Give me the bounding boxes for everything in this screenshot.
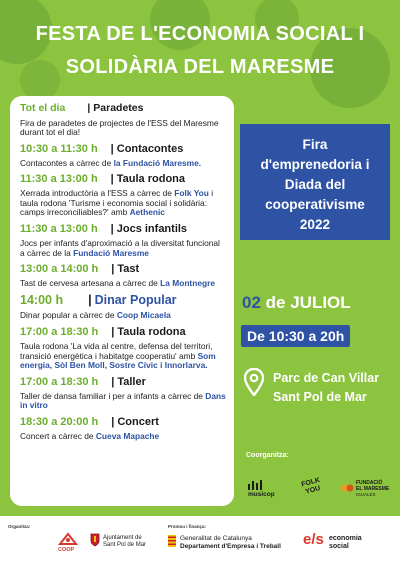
coop-text: COOP	[58, 547, 75, 553]
program-item-time: 11:30 a 13:00 h	[20, 173, 98, 186]
program-item-separator: |	[110, 173, 114, 186]
program-item-description	[20, 189, 226, 218]
program-item	[20, 222, 226, 258]
program-item-header	[20, 102, 226, 116]
event-box-line: 2022	[299, 217, 331, 232]
program-item-highlight: La Montnegre	[160, 278, 216, 289]
program-item-header	[20, 262, 226, 276]
fundacio-text-3: IGUALES	[356, 492, 376, 497]
date-month: de JULIOL	[260, 293, 351, 312]
generalitat-flag-icon	[168, 535, 176, 547]
generalitat-text-2: Departament d'Empresa i Treball	[180, 543, 281, 550]
event-box	[240, 124, 390, 240]
program-item-description	[20, 432, 226, 442]
event-box-line: Diada del	[284, 177, 346, 192]
program-item	[20, 375, 226, 411]
ajuntament-text-2: Sant Pol de Mar	[103, 542, 147, 548]
folk-you-text: FOLK YOU	[300, 476, 322, 496]
musicop-logo	[246, 478, 282, 502]
program-item-time: 10:30 a 11:30 h	[20, 142, 98, 155]
poster-title	[0, 18, 400, 84]
program-item-description	[20, 279, 226, 289]
program-item-header	[20, 415, 226, 429]
program-item-description	[20, 311, 226, 321]
location-pin-icon	[244, 368, 264, 396]
program-item-highlight: Som energia, Sòl Ben Moll, Sostre Cívic i Innorlarva.	[20, 350, 216, 371]
program-item-text: Dinar popular a càrrec de	[20, 310, 117, 321]
footer	[0, 516, 400, 566]
event-box-line: Fira	[302, 137, 328, 152]
title-line-2: SOLIDÀRIA DEL MARESME	[65, 56, 335, 78]
program-item-title: Contacontes	[116, 142, 184, 155]
es-text-2: social	[329, 543, 349, 550]
organitza-label: Organitza:	[8, 524, 31, 529]
program-item-title: Taula rodona	[116, 173, 185, 186]
program-item-header	[20, 142, 226, 156]
promou-label: Promou i finança:	[168, 524, 207, 529]
program-item-separator: |	[111, 375, 115, 388]
program-item-text: Xerrada introductòria a l'ESS a càrrec de	[20, 188, 175, 199]
program-item-time: 18:30 a 20:00 h	[20, 415, 99, 428]
generalitat-text-1: Generalitat de Catalunya	[180, 535, 252, 542]
place-line-2: Sant Pol de Mar	[273, 390, 367, 404]
program-item-highlight: Dans in vitro	[20, 390, 226, 411]
program-item-time: Tot el dia	[20, 102, 66, 114]
coop-icon	[58, 532, 78, 546]
es-text-1: economia	[329, 535, 362, 542]
program-item-description	[20, 159, 226, 169]
program-item-highlight: Coop Micaela	[116, 310, 171, 321]
program-item	[20, 325, 226, 371]
program-item-text: Fira de paradetes de projectes de l'ESS del Maresme durant tot el dia!	[20, 117, 219, 138]
program-item-title: Concert	[117, 415, 159, 428]
program-panel	[10, 96, 234, 506]
program-item-highlight: Cueva Mapache	[95, 430, 160, 441]
fundacio-text-1: FUNDACIÓ	[356, 480, 383, 486]
program-item-time: 17:00 a 18:30 h	[20, 375, 99, 388]
fundacio-icon	[340, 481, 354, 495]
program-item	[20, 293, 226, 321]
program-item-highlight: Aethenic	[129, 207, 165, 218]
program-item-separator: |	[110, 223, 114, 236]
program-item-description	[20, 392, 226, 411]
fundacio-text-2: EL MARESME	[356, 486, 390, 492]
program-item	[20, 142, 226, 169]
program-item-highlight: Folk You	[174, 188, 209, 199]
program-item-separator: |	[111, 415, 115, 428]
date-day: 02	[242, 293, 261, 312]
ajuntament-shield-icon	[90, 533, 100, 547]
program-item-text: Taller de dansa familiar i per a infants a càrrec de	[20, 390, 206, 401]
program-item-title: Dinar Popular	[94, 292, 177, 307]
program-item-separator: |	[111, 263, 115, 276]
es-mark: e/s	[303, 531, 324, 548]
program-item-separator: |	[110, 142, 114, 155]
program-item-header	[20, 172, 226, 186]
program-item-time: 17:00 a 18:30 h	[20, 325, 99, 338]
program-item-title: Paradetes	[93, 102, 144, 114]
event-box-line: d'emprenedoria i	[260, 157, 370, 172]
program-item-header	[20, 325, 226, 339]
coorganitza-label: Coorganitza:	[246, 452, 289, 459]
program-item-title: Jocs infantils	[116, 223, 188, 236]
event-hours: De 10:30 a 20h	[241, 325, 350, 347]
event-box-line: cooperativisme	[265, 197, 365, 212]
event-date	[242, 293, 351, 313]
program-item-text: Contacontes a càrrec de	[20, 157, 114, 168]
program-item-text: Tast de cervesa artesana a càrrec de	[20, 278, 161, 289]
program-item-text: Concert a càrrec de	[20, 430, 96, 441]
program-item	[20, 415, 226, 442]
program-item-header	[20, 293, 226, 309]
folk-you-logo	[300, 475, 324, 503]
program-item	[20, 262, 226, 289]
program-item-description	[20, 342, 226, 371]
program-item-title: Taller	[117, 375, 146, 388]
place-line-1: Parc de Can Villar	[273, 371, 380, 385]
program-item-time: 11:30 a 13:00 h	[20, 223, 98, 236]
program-item-separator: |	[87, 102, 91, 114]
program-item-time: 14:00 h	[20, 292, 64, 307]
program-item-header	[20, 222, 226, 236]
musicop-text: musicop	[248, 491, 275, 498]
title-line-1: FESTA DE L'ECONOMIA SOCIAL I	[35, 23, 365, 45]
program-item-highlight: Fundació Maresme	[73, 247, 149, 258]
program-item-description	[20, 119, 226, 138]
program-item-text: Taula rodona 'La vida al centre, defensa del territori, transició energètica i habitatge cooperatiu' amb	[20, 340, 213, 361]
program-item-separator: |	[111, 325, 115, 338]
musicop-bars-icon	[248, 480, 266, 490]
event-place	[273, 369, 379, 407]
program-item-title: Taula rodona	[117, 325, 186, 338]
program-item-description	[20, 239, 226, 258]
program-item-text: Jocs per infants d'aproximació a la diversitat funcional a càrrec de la	[20, 238, 220, 258]
program-item-separator: |	[88, 292, 92, 307]
ajuntament-text-1: Ajuntament de	[103, 535, 142, 541]
program-item-highlight: la Fundació Maresme.	[113, 157, 202, 168]
program-item	[20, 172, 226, 218]
program-item-title: Tast	[117, 263, 140, 276]
program-item-time: 13:00 a 14:00 h	[20, 263, 99, 276]
program-item-header	[20, 375, 226, 389]
fundacio-logo	[340, 478, 396, 500]
program-item-text: i taula rodona 'Turisme i economia social i solidària: camps irreconciliables?' amb	[20, 188, 214, 218]
program-item	[20, 102, 226, 138]
